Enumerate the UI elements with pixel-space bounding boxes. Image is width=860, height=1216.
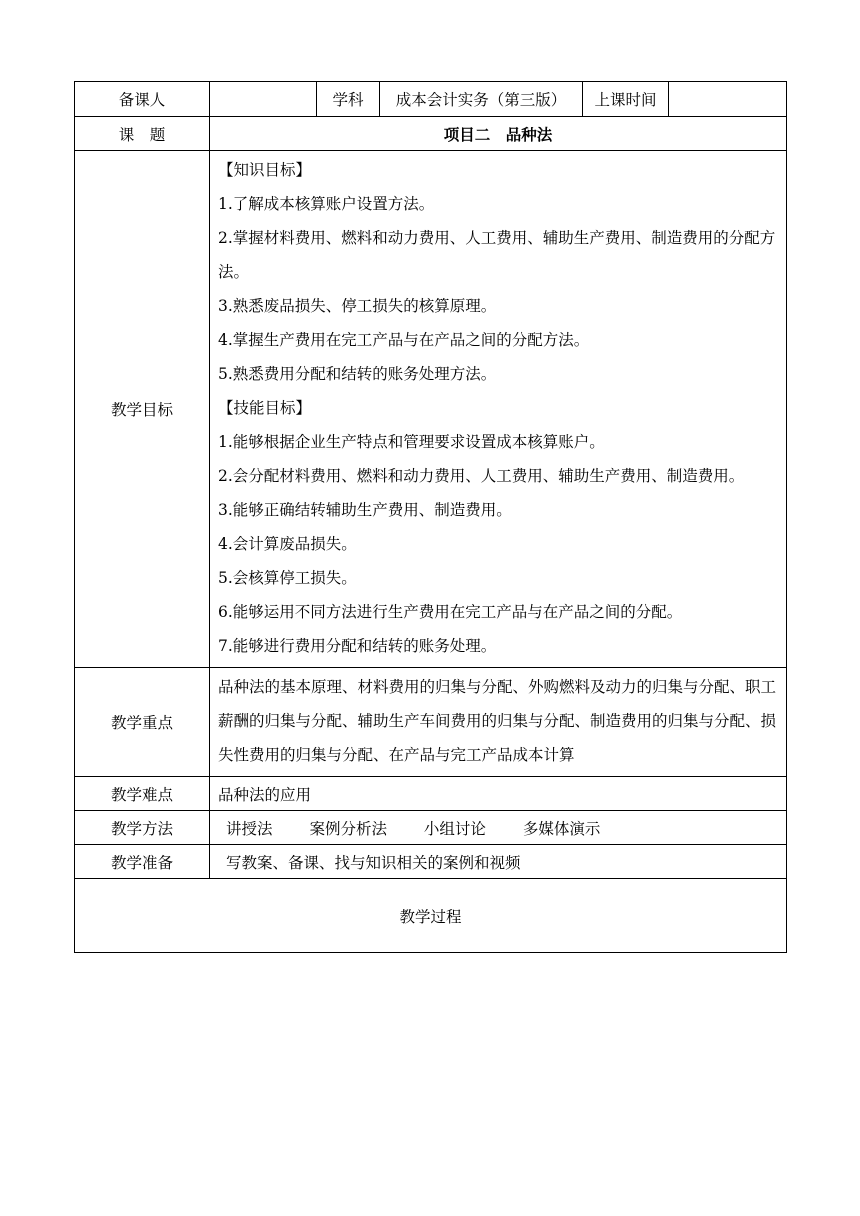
methods-label: 教学方法 [75,811,210,845]
key-points-row [75,668,787,777]
objectives-content [210,151,787,668]
methods-row [75,811,787,845]
objectives-line: 7.能够进行费用分配和结转的账务处理。 [218,637,497,655]
process-row [75,879,787,953]
difficulties-row [75,777,787,811]
class-time-label: 上课时间 [583,82,669,117]
objectives-row [75,151,787,668]
objectives-line: 【知识目标】 [218,161,312,179]
preparer-label: 备课人 [75,82,210,117]
difficulties-label: 教学难点 [75,777,210,811]
difficulties-text: 品种法的应用 [210,777,787,811]
objectives-line: 2.会分配材料费用、燃料和动力费用、人工费用、辅助生产费用、制造费用。 [218,467,745,485]
header-row [75,82,787,117]
process-label: 教学过程 [75,879,787,953]
objectives-label: 教学目标 [75,151,210,668]
subject-label: 学科 [317,82,380,117]
topic-row [75,117,787,151]
preparer-value [210,82,317,117]
objectives-line: 5.熟悉费用分配和结转的账务处理方法。 [218,365,497,383]
key-points-text: 品种法的基本原理、材料费用的归集与分配、外购燃料及动力的归集与分配、职工薪酬的归集与分配、辅助生产车间费用的归集与分配、制造费用的归集与分配、损失性费用的归集与分配、在产品与完工产品成本计算 [218,678,777,764]
objectives-line: 4.会计算废品损失。 [218,535,357,553]
method-item: 小组讨论 [423,819,486,838]
objectives-line: 6.能够运用不同方法进行生产费用在完工产品与在产品之间的分配。 [218,603,683,621]
objectives-line: 5.会核算停工损失。 [218,569,357,587]
subject-value: 成本会计实务（第三版） [380,82,583,117]
method-item: 多媒体演示 [522,819,601,838]
objectives-line: 【技能目标】 [218,399,312,417]
method-item: 案例分析法 [309,819,387,838]
preparation-text: 写教案、备课、找与知识相关的案例和视频 [210,845,787,879]
objectives-line: 4.掌握生产费用在完工产品与在产品之间的分配方法。 [218,331,590,349]
objectives-line: 3.能够正确结转辅助生产费用、制造费用。 [218,501,512,519]
lesson-plan-table [74,81,787,953]
key-points-label: 教学重点 [75,668,210,777]
preparation-label: 教学准备 [75,845,210,879]
topic-title: 项目二 品种法 [210,117,787,151]
method-item: 讲授法 [226,819,273,838]
class-time-value [669,82,787,117]
methods-content [210,811,787,845]
objectives-line: 3.熟悉废品损失、停工损失的核算原理。 [218,297,497,315]
preparation-row [75,845,787,879]
topic-label: 课 题 [75,117,210,151]
objectives-line: 2.掌握材料费用、燃料和动力费用、人工费用、辅助生产费用、制造费用的分配方法。 [218,229,776,281]
objectives-line: 1.能够根据企业生产特点和管理要求设置成本核算账户。 [218,433,605,451]
key-points-content [210,668,787,777]
objectives-line: 1.了解成本核算账户设置方法。 [218,195,435,213]
